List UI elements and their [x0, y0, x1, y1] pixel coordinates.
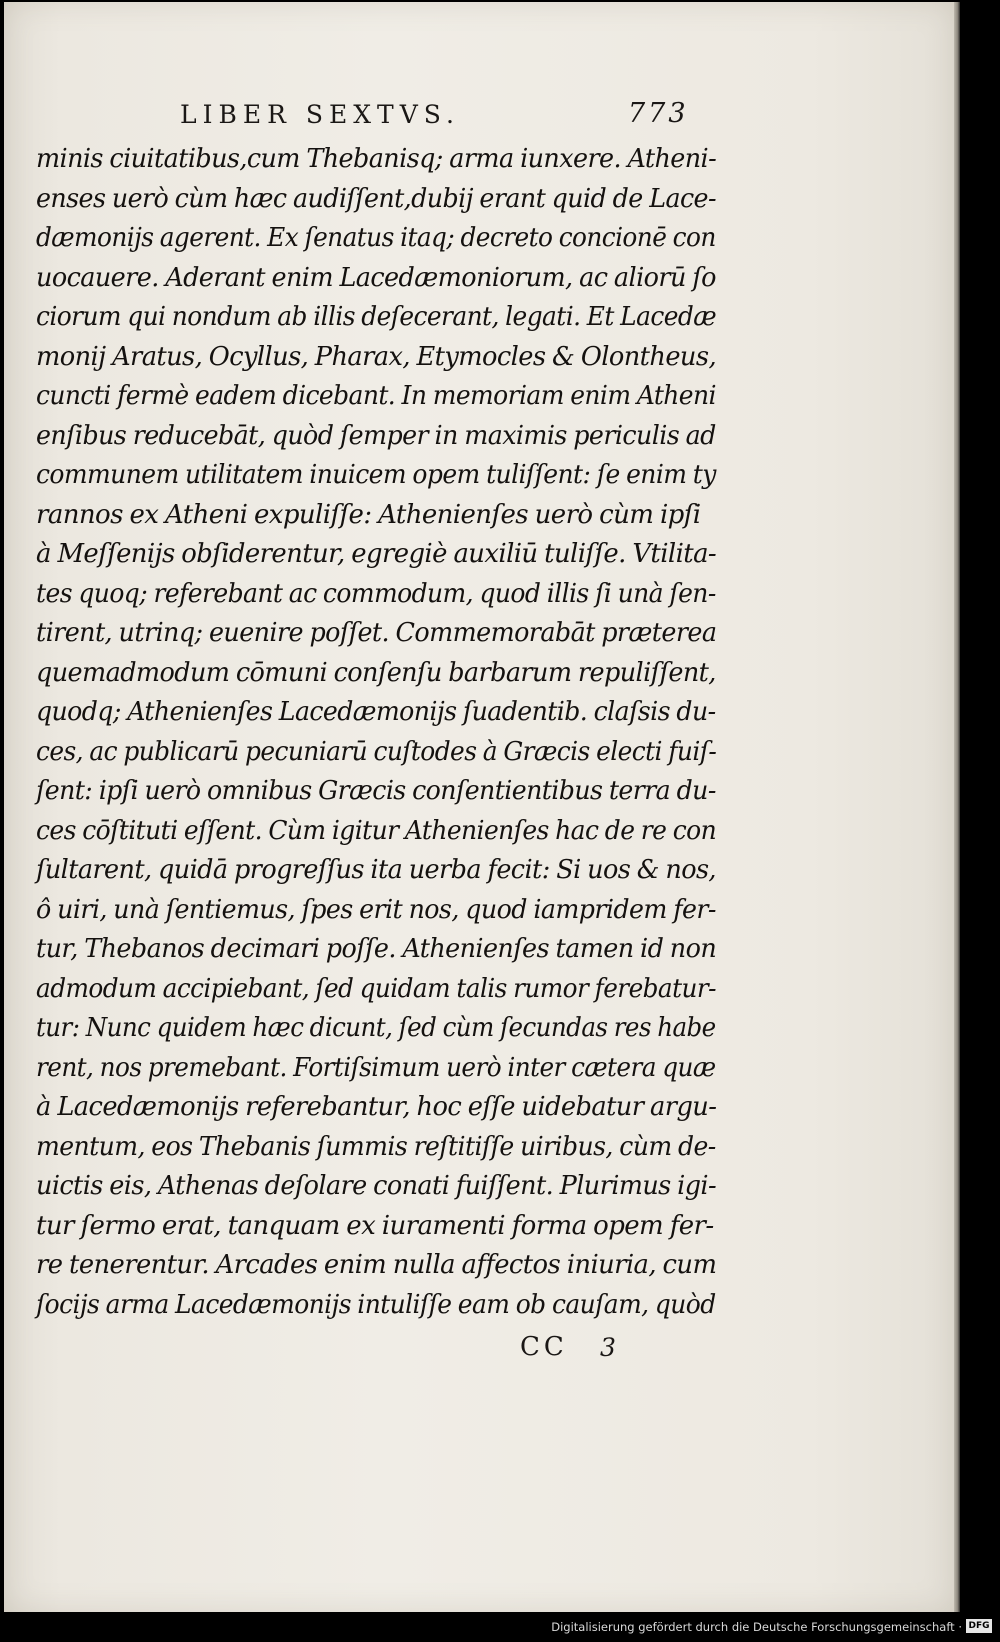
text-line: ces cōſtituti eſſent. Cùm igitur Athenienſes hac de re con — [36, 815, 717, 846]
text-line: ſocijs arma Lacedæmonijs intuliſſe eam ob cauſam, quòd — [36, 1289, 716, 1320]
text-line: mentum, eos Thebanis ſummis reſtitiſſe uiribus, cùm de- — [36, 1131, 716, 1162]
text-line: uocauere. Aderant enim Lacedæmoniorum, ac aliorū ſo — [36, 262, 716, 293]
text-line: tur: Nunc quidem hæc dicunt, ſed cùm ſecundas res habe — [36, 1013, 716, 1043]
signature-mark-letters: CC — [520, 1332, 568, 1362]
text-line: admodum accipiebant, ſed quidam talis rumor ferebatur- — [36, 973, 716, 1004]
text-line: ciorum qui nondum ab illis deſecerant, legati. Et Lacedæ — [36, 302, 716, 332]
text-line: tes quoq; referebant ac commodum, quod illis ſi unà ſen- — [36, 578, 716, 609]
text-line: à Meſſenijs obſiderentur, egregiè auxiliū tuliſſe. Vtilita- — [36, 539, 717, 569]
text-line: uictis eis, Athenas deſolare conati fuiſſent. Plurimus igi- — [36, 1171, 717, 1201]
running-head-title: LIBER SEXTVS. — [180, 100, 460, 129]
text-line: ces, ac publicarū pecuniarū cuſtodes à Græcis electi fuiſ- — [36, 736, 717, 767]
page-edge — [954, 2, 960, 1612]
text-line: cuncti fermè eadem dicebant. In memoriam enim Atheni — [36, 381, 716, 411]
text-line: quodq; Athenienſes Lacedæmonijs ſuadentib. claſsis du- — [36, 697, 716, 727]
text-line: ſent: ipſi uerò omnibus Græcis conſentientibus terra du- — [36, 776, 716, 806]
text-line: enses uerò cùm hæc audiſſent,dubij erant quid de Lace- — [36, 183, 716, 214]
text-line: tur ſermo erat, tanquam ex iuramenti forma opem fer- — [36, 1210, 714, 1241]
text-line: rent, nos premebant. Fortiſsimum uerò inter cætera quæ — [36, 1052, 716, 1083]
text-line: re tenerentur. Arcades enim nulla affectos iniuria, cum — [36, 1250, 717, 1280]
signature-mark-number: 3 — [600, 1333, 616, 1362]
text-line: tirent, utrinq; euenire poſſet. Commemorabāt præterea — [36, 618, 717, 648]
text-line: minis ciuitatibus,cum Thebanisq; arma iunxere. Atheni- — [36, 144, 717, 174]
text-line: rannos ex Atheni expuliſſe: Athenienſes uerò cùm ipſi — [36, 499, 701, 530]
text-line: enſibus reducebāt, quòd ſemper in maximis periculis ad — [36, 420, 716, 451]
running-head — [0, 0, 1000, 140]
page-number: 773 — [628, 98, 689, 129]
text-line: tur, Thebanos decimari poſſe. Athenienſes tamen id non — [36, 934, 717, 964]
dfg-logo: DFG — [966, 1619, 992, 1633]
text-line: dæmonijs agerent. Ex ſenatus itaq; decreto concionē con — [36, 223, 716, 253]
footer-bar — [0, 1614, 1000, 1642]
body-text — [36, 140, 716, 1325]
text-line: quemadmodum cōmuni conſenſu barbarum repuliſſent, — [36, 657, 716, 688]
funding-credit: Digitalisierung gefördert durch die Deutsche Forschungsgemeinschaft · — [551, 1620, 962, 1634]
text-line: ô uiri, unà ſentiemus, ſpes erit nos, quod iampridem fer- — [36, 894, 716, 925]
text-line: communem utilitatem inuicem opem tuliſſent: ſe enim ty — [36, 460, 716, 490]
text-line: à Lacedæmonijs referebantur, hoc eſſe uidebatur argu- — [36, 1092, 717, 1122]
text-line: monij Aratus, Ocyllus, Pharax, Etymocles & Olontheus, — [36, 341, 717, 372]
text-line: ſultarent, quidā progreſſus ita uerba fecit: Si uos & nos, — [36, 855, 716, 885]
